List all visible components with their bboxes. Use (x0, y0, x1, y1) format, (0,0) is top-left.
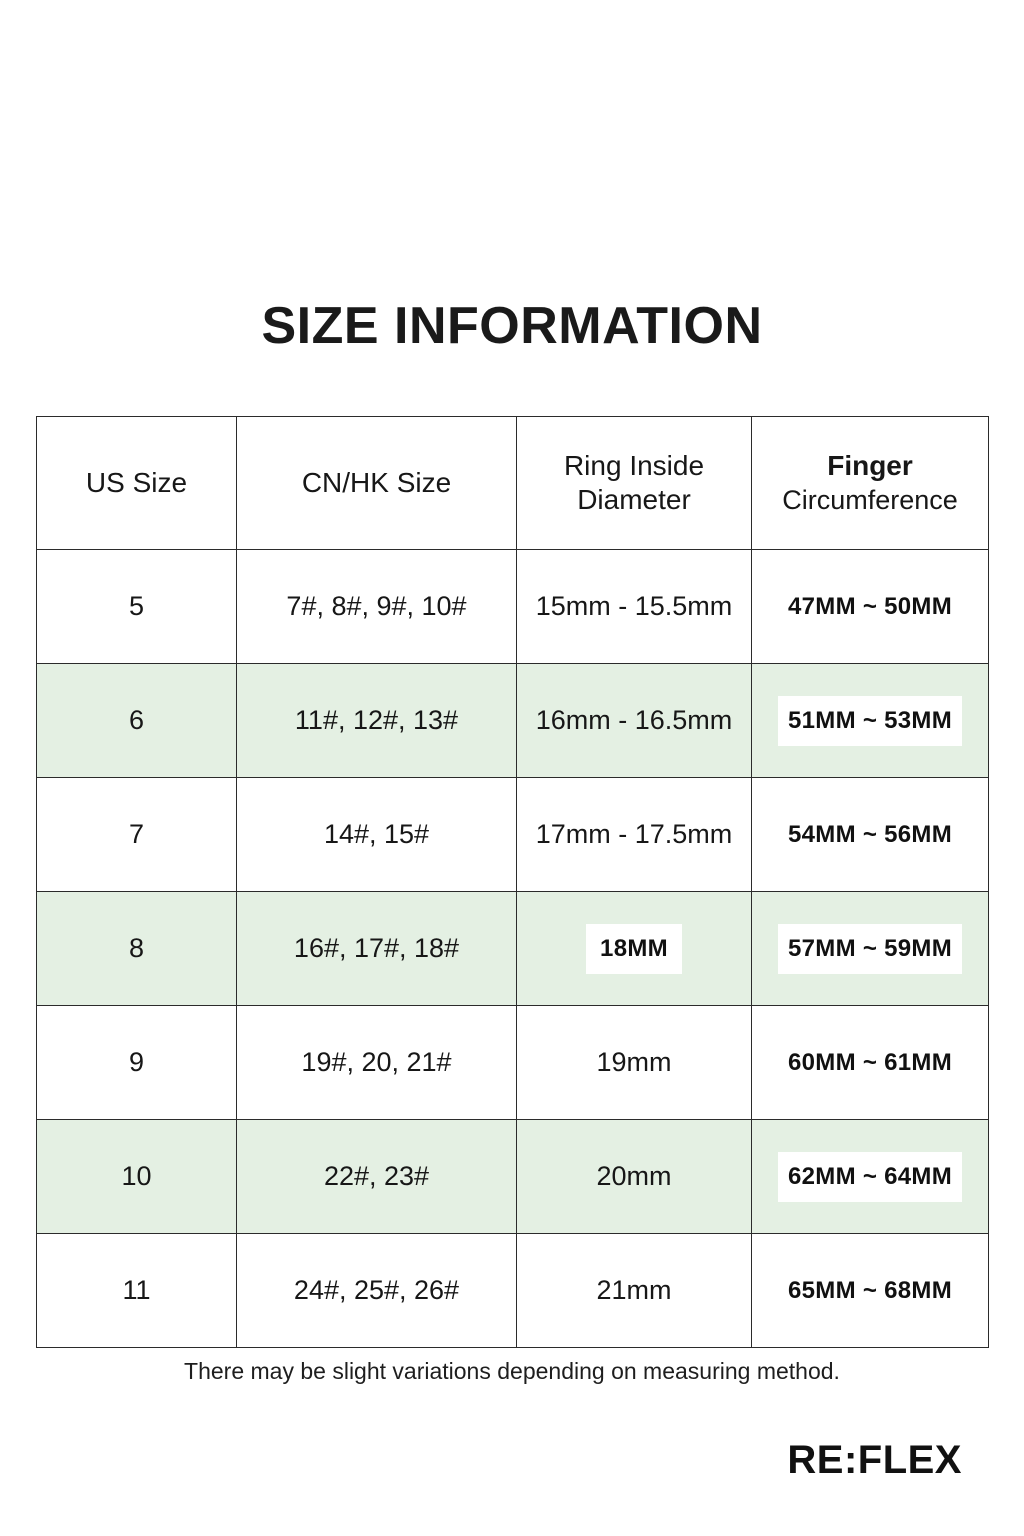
cell-ring-inside-diameter (517, 892, 752, 1006)
circumference-value: 57MM ~ 59MM (778, 924, 962, 974)
cell-cnhk-size: 19#, 20, 21# (237, 1006, 517, 1120)
column-header-finger-line2: Circumference (782, 484, 958, 515)
table-row (37, 1006, 989, 1120)
cell-finger-circumference (752, 550, 989, 664)
measurement-note: There may be slight variations depending on measuring method. (184, 1358, 840, 1384)
page-title: SIZE INFORMATION (261, 297, 763, 355)
circumference-value: 60MM ~ 61MM (778, 1038, 962, 1088)
size-table-container (36, 416, 988, 1348)
cell-us-size: 5 (37, 550, 237, 664)
cell-us-size: 7 (37, 778, 237, 892)
table-row (37, 1120, 989, 1234)
cell-finger-circumference (752, 1234, 989, 1348)
cell-us-size: 10 (37, 1120, 237, 1234)
cell-cnhk-size: 7#, 8#, 9#, 10# (237, 550, 517, 664)
column-header-finger-circumference (752, 417, 989, 550)
table-header-row (37, 417, 989, 550)
cell-us-size: 6 (37, 664, 237, 778)
cell-us-size: 9 (37, 1006, 237, 1120)
cell-finger-circumference (752, 664, 989, 778)
cell-cnhk-size: 16#, 17#, 18# (237, 892, 517, 1006)
column-header-diameter-line2: Diameter (577, 484, 691, 515)
cell-ring-inside-diameter: 16mm - 16.5mm (517, 664, 752, 778)
table-row (37, 1234, 989, 1348)
circumference-value: 54MM ~ 56MM (778, 810, 962, 860)
cell-cnhk-size: 24#, 25#, 26# (237, 1234, 517, 1348)
column-header-diameter-line1: Ring Inside (563, 449, 705, 481)
table-row (37, 550, 989, 664)
cell-us-size: 11 (37, 1234, 237, 1348)
circumference-value: 62MM ~ 64MM (778, 1152, 962, 1202)
circumference-value: 51MM ~ 53MM (778, 696, 962, 746)
cell-ring-inside-diameter: 21mm (517, 1234, 752, 1348)
cell-finger-circumference (752, 778, 989, 892)
table-row (37, 778, 989, 892)
brand-logo: RE:FLEX (787, 1438, 962, 1482)
cell-ring-inside-diameter: 20mm (517, 1120, 752, 1234)
column-header-cnhk-size: CN/HK Size (237, 417, 517, 550)
diameter-value: 18MM (586, 924, 682, 974)
cell-ring-inside-diameter: 15mm - 15.5mm (517, 550, 752, 664)
table-body (37, 550, 989, 1348)
cell-us-size: 8 (37, 892, 237, 1006)
circumference-value: 65MM ~ 68MM (778, 1266, 962, 1316)
table-row (37, 664, 989, 778)
cell-finger-circumference (752, 892, 989, 1006)
column-header-ring-inside-diameter (517, 417, 752, 550)
cell-finger-circumference (752, 1006, 989, 1120)
cell-cnhk-size: 22#, 23# (237, 1120, 517, 1234)
size-table (36, 416, 989, 1348)
column-header-finger-line1: Finger (827, 450, 913, 482)
table-header (37, 417, 989, 550)
cell-cnhk-size: 14#, 15# (237, 778, 517, 892)
column-header-us-size: US Size (37, 417, 237, 550)
cell-ring-inside-diameter: 17mm - 17.5mm (517, 778, 752, 892)
circumference-value: 47MM ~ 50MM (778, 582, 962, 632)
cell-finger-circumference (752, 1120, 989, 1234)
cell-cnhk-size: 11#, 12#, 13# (237, 664, 517, 778)
cell-ring-inside-diameter: 19mm (517, 1006, 752, 1120)
table-row (37, 892, 989, 1006)
